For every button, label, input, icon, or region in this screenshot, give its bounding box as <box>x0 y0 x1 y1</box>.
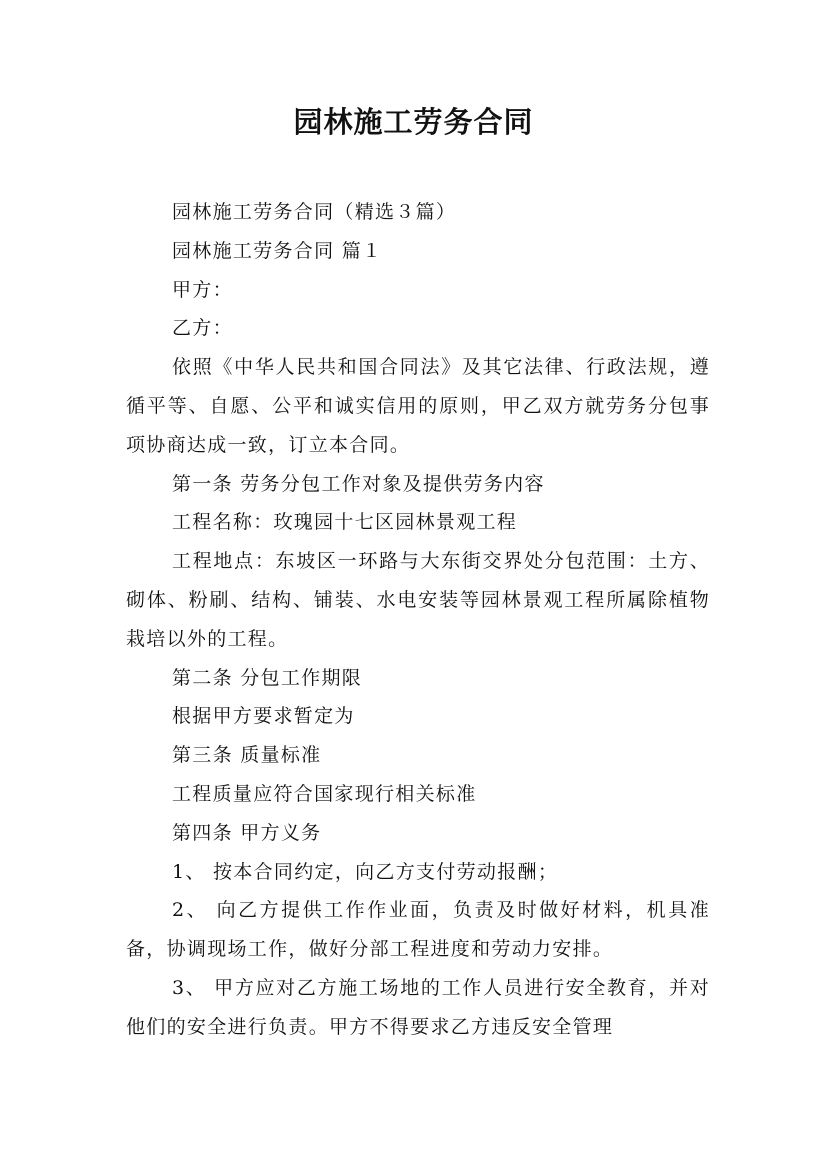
paragraph-quality: 工程质量应符合国家现行相关标准 <box>172 782 477 805</box>
paragraph-subtitle: 园林施工劳务合同（精选３篇） <box>172 201 457 223</box>
document-body <box>126 193 710 1047</box>
paragraph-party-a: 甲方： <box>172 278 233 301</box>
paragraph-project-name: 工程名称：玫瑰园十七区园林景观工程 <box>172 511 518 534</box>
paragraph-article-3: 第三条 质量标准 <box>172 744 322 767</box>
paragraph-item-3: 3、 甲方应对乙方施工场地的工作人员进行安全教育，并对他们的安全进行负责。甲方不得要求乙方违反安全管理 <box>126 976 710 1038</box>
paragraph-project-location: 工程地点：东坡区一环路与大东街交界处分包范围：土方、砌体、粉刷、结构、铺装、水电安装等园林景观工程所属除植物栽培以外的工程。 <box>126 550 710 650</box>
paragraph-period: 根据甲方要求暂定为 <box>172 705 355 728</box>
paragraph-article-4: 第四条 甲方义务 <box>172 821 322 844</box>
paragraph-item-1: 1、 按本合同约定，向乙方支付劳动报酬； <box>172 860 559 883</box>
paragraph-item-2: 2、 向乙方提供工作作业面，负责及时做好材料，机具准备，协调现场工作，做好分部工程进度和劳动力安排。 <box>126 899 710 961</box>
document-title: 园林施工劳务合同 <box>293 105 534 139</box>
paragraph-article-2: 第二条 分包工作期限 <box>172 666 363 689</box>
paragraph-article-1: 第一条 劳务分包工作对象及提供劳务内容 <box>172 472 545 495</box>
paragraph-party-b: 乙方： <box>172 317 233 340</box>
paragraph-section-heading: 园林施工劳务合同 篇１ <box>172 239 383 262</box>
paragraph-preamble: 依照《中华人民共和国合同法》及其它法律、行政法规，遵循平等、自愿、公平和诚实信用的原则，甲乙双方就劳务分包事项协商达成一致，订立本合同。 <box>126 356 710 456</box>
